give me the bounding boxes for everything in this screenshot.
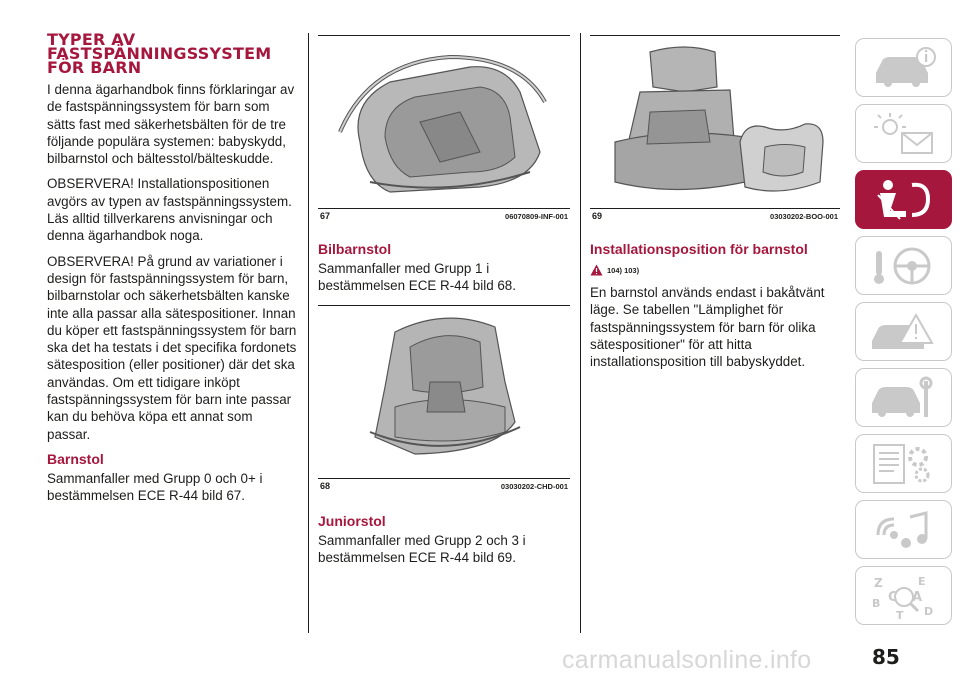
warning-row xyxy=(590,264,840,276)
index-icon xyxy=(866,571,942,621)
juniorstol-text: Sammanfaller med Grupp 2 och 3 i bestämmelsen ECE R-44 bild 69. xyxy=(318,533,526,566)
tab-maintenance[interactable] xyxy=(855,368,952,427)
left-column xyxy=(47,30,297,513)
figure-code: 06070809-INF-001 xyxy=(505,212,568,221)
svg-text:A: A xyxy=(912,590,923,605)
tab-car-info[interactable] xyxy=(855,38,952,97)
figure-code: 03030202-BOO-001 xyxy=(770,212,838,221)
multimedia-icon xyxy=(866,505,942,555)
figure-number: 69 xyxy=(592,211,603,221)
tab-safety[interactable] xyxy=(855,170,952,229)
bilbarnstol-heading: Bilbarnstol xyxy=(318,241,392,257)
page-number: 85 xyxy=(872,645,900,669)
tab-dashboard-lights[interactable] xyxy=(855,104,952,163)
juniorstol-heading: Juniorstol xyxy=(318,513,386,529)
title-line: FÖR BARN xyxy=(47,58,142,77)
watermark: carmanualsonline.info xyxy=(562,646,812,674)
juniorstol-section xyxy=(318,513,570,575)
title-line: TYPER AV xyxy=(47,30,136,49)
figure-top-rule xyxy=(590,35,840,36)
barnstol-text: Sammanfaller med Grupp 0 och 0+ i bestämmelsen ECE R-44 bild 67. xyxy=(47,470,263,504)
booster-seat-illustration xyxy=(605,42,830,202)
note-paragraph-2: OBSERVERA! På grund av variationer i design för fastspänningssystem för barn, bilbarnstolar och säkerhetsbälten kanske inte alla passar alla sätespositioner. Innan du köper ett fastspänningssystem för barn ska det ha testats i det specifika fordonets sätesposition (eller positioner) där det ska användas. Om ett tidigare inköpt fastspänningssystem för barn inte passar kan du behöva köpa ett annat som passar. xyxy=(47,253,297,442)
svg-text:C: C xyxy=(888,590,898,605)
svg-text:Z: Z xyxy=(874,576,883,590)
installation-heading: Installationsposition för barnstol xyxy=(590,241,808,257)
warning-triangle-icon xyxy=(590,264,603,276)
intro-paragraph: I denna ägarhandbok finns förklaringar av de fastspänningssystem för barn som sätts fast med säkerhetsbälten för de tre följande populära systemen: babyskydd, bilbarnstol och bältesstol/bälteskudde. xyxy=(47,82,295,167)
warning-refs: 104) 103) xyxy=(607,265,640,275)
column-divider xyxy=(580,33,581,633)
figure-top-rule xyxy=(318,305,570,306)
figure-bottom-rule xyxy=(590,208,840,209)
section-title xyxy=(47,30,297,77)
note-paragraph: OBSERVERA! Installationspositionen avgörs av typen av fastspänningssystem. Läs alltid tillverkarens anvisningar och denna ägarhandbok noga. xyxy=(47,176,292,244)
figure-code: 03030202-CHD-001 xyxy=(500,482,568,491)
dashboard-lights-icon xyxy=(866,109,942,159)
figure-top-rule xyxy=(318,35,570,36)
car-info-icon xyxy=(866,43,942,93)
tab-multimedia[interactable] xyxy=(855,500,952,559)
starting-driving-icon xyxy=(866,241,942,291)
child-seat-illustration xyxy=(355,312,535,462)
tab-emergency[interactable] xyxy=(855,302,952,361)
figure-bottom-rule xyxy=(318,478,570,479)
tab-technical-data[interactable] xyxy=(855,434,952,493)
figure-number: 68 xyxy=(320,481,331,491)
svg-text:E: E xyxy=(918,575,926,588)
svg-text:D: D xyxy=(924,605,934,618)
installation-text: En barnstol används endast i bakåtvänt läge. Se tabellen "Lämplighet för fastspänningssystem för barn för olika sätespositioner" för att hitta installationsposition till babyskyddet. xyxy=(590,285,825,370)
infant-carrier-illustration xyxy=(330,42,560,200)
svg-text:T: T xyxy=(896,609,904,621)
tab-starting-driving[interactable] xyxy=(855,236,952,295)
svg-text:B: B xyxy=(872,597,881,610)
bilbarnstol-text: Sammanfaller med Grupp 1 i bestämmelsen ECE R-44 bild 68. xyxy=(318,261,516,294)
barnstol-heading: Barnstol xyxy=(47,450,104,467)
column-divider xyxy=(308,33,309,633)
technical-data-icon xyxy=(866,439,942,489)
title-line: FASTSPÄNNINGSSYSTEM xyxy=(47,44,272,63)
figure-number: 67 xyxy=(320,211,331,221)
emergency-icon xyxy=(866,307,942,357)
maintenance-icon xyxy=(866,373,942,423)
tab-index[interactable] xyxy=(855,566,952,625)
installation-section xyxy=(590,241,840,378)
bilbarnstol-section xyxy=(318,241,570,303)
figure-bottom-rule xyxy=(318,208,570,209)
safety-airbag-icon xyxy=(866,175,942,225)
